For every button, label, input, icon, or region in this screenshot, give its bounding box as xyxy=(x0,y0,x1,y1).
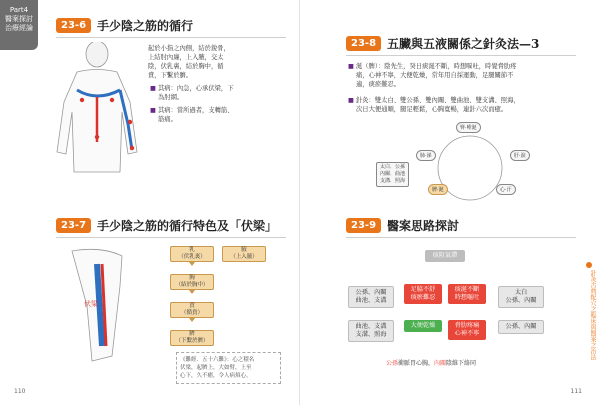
section-badge: 23-6 xyxy=(56,18,91,33)
part-tab xyxy=(0,0,38,50)
cycle-node-kidney: 腎·唾涎 xyxy=(456,122,481,133)
think-center-3: 大便乾燥 xyxy=(404,320,442,332)
section-badge: 23-8 xyxy=(346,36,381,51)
page-number: 111 xyxy=(570,388,582,395)
section-divider xyxy=(56,37,286,38)
section-title: 五臟與五液關係之針灸法—3 xyxy=(387,36,540,51)
arm-figure xyxy=(62,246,152,366)
think-left-1: 公孫、內關 曲池、支溝 xyxy=(348,286,394,308)
right-page xyxy=(300,0,600,405)
body-figure-1 xyxy=(52,42,142,182)
bullet-text: 次日大便通順，腿足輕鬆，心胸寬暢，連針六次而癒。 xyxy=(356,106,508,113)
quote-box xyxy=(176,352,281,384)
quote-line: 《難經．五十六難》：心之積名 xyxy=(180,357,255,363)
bullet-text: 其病：內急，心承伏梁，下 xyxy=(157,85,234,92)
section-23-6-text xyxy=(148,44,288,80)
side-tab-dot xyxy=(586,262,592,268)
bullet-1: ■ 其病：內急，心承伏梁，下 為肘網。 xyxy=(150,84,280,102)
flow-box: 腋 （上入腋） xyxy=(222,246,266,262)
section-divider xyxy=(346,237,576,238)
section-23-7-head xyxy=(56,216,277,234)
section-23-9-head xyxy=(346,216,459,234)
flow-arrow xyxy=(189,318,195,322)
bullet-text: 適，痰瘀難忍。 xyxy=(356,81,401,88)
think-left-2: 曲池、支溝 支溝、照海 xyxy=(348,320,394,342)
section-divider xyxy=(56,237,286,238)
cycle-node-spleen: 脾·涎 xyxy=(428,184,448,195)
think-footer xyxy=(386,358,476,367)
section-title: 醫案思路探討 xyxy=(387,218,460,233)
think-center-1: 足脇不舒 痰瘀難忍 xyxy=(404,284,442,304)
text-line: 起於小指之內側，結於銳骨， xyxy=(148,45,230,52)
footer-point-c: 內關 xyxy=(434,360,447,367)
flow-box: 胸 （結於胸中） xyxy=(170,274,214,290)
section-title: 手少陰之筋的循行特色及「伏梁」 xyxy=(97,218,278,233)
cycle-node-lung: 肺·涕 xyxy=(416,150,436,161)
cycle-legend: 太白．公孫 內關．曲池 支溝．照海 xyxy=(376,162,409,187)
bullet-2: ■ 其病：當所過者，支轉筋、 筋痛。 xyxy=(150,106,280,124)
bullet-text: 筋痛。 xyxy=(158,116,177,123)
section-divider xyxy=(346,55,576,56)
section-23-8-head xyxy=(346,34,539,52)
section-badge: 23-7 xyxy=(56,218,91,233)
part-line2: 治療經論 xyxy=(5,24,33,32)
quote-line: 伏梁，起臍上，大如臂，上至 xyxy=(180,365,252,371)
page-number: 110 xyxy=(14,388,26,395)
footer-text-d: 陰維下絡同 xyxy=(446,360,477,367)
text-line: 陰，伏乳裏，結於胸中，循 xyxy=(148,63,224,70)
bullet-text: 其病：當所過者，支轉筋、 xyxy=(157,107,234,114)
think-right-2: 公孫、內關 xyxy=(498,320,544,334)
flow-box: 賁 （循賁） xyxy=(170,302,214,318)
text-line: 賁，下繫於臍。 xyxy=(148,72,193,79)
case-bullet-2: ■ 針灸：雙太白、雙公孫、雙內關、雙曲池、雙支溝、照海， 次日大便通順，腿足輕鬆，心胸寬暢，連針六次而癒。 xyxy=(348,96,578,114)
side-tab: 針灸古典配穴之臨床與醫案之治法 xyxy=(589,270,596,360)
section-23-6-head xyxy=(56,16,193,34)
part-label: Part4 xyxy=(9,6,29,14)
think-top: 痰阻氣滯 xyxy=(425,250,465,262)
text-line: 上結肘內廉，上入腋，交太 xyxy=(148,54,224,61)
cycle-node-heart: 心·汗 xyxy=(496,184,516,195)
part-line1: 醫案探討 xyxy=(5,15,33,23)
bullet-text: 針灸：雙太白、雙公孫、雙內關、雙曲池、雙支溝、照海， xyxy=(355,97,520,104)
think-right-1: 太白 公孫、內關 xyxy=(498,286,544,308)
bullet-text: 為肘網。 xyxy=(158,94,184,101)
bullet-text: 涎（脾）：陰先生，癸日痰涎不斷，時想嘔吐，時覺脅肋疼 xyxy=(355,63,517,70)
fig-label: 伏梁 xyxy=(84,300,98,308)
section-title: 手少陰之筋的循行 xyxy=(97,18,194,33)
footer-text-b: 衝脈胃心胸， xyxy=(398,360,435,367)
case-bullet-1: ■ 涎（脾）：陰先生，癸日痰涎不斷，時想嘔吐，時覺脅肋疼 痛，心神不寧，大便乾燥，常年用自採運動，足腿關節不 適，痰瘀難忍。 xyxy=(348,62,578,89)
footer-point-a: 公孫 xyxy=(386,360,399,367)
flow-box: 乳 （伏乳裏） xyxy=(170,246,214,262)
bullet-text: 痛，心神不寧，大便乾燥，常年用自採運動，足腿關節不 xyxy=(356,72,514,79)
flow-box: 臍 （下繫於臍） xyxy=(170,330,214,346)
flow-arrow xyxy=(189,290,195,294)
think-center-2: 痰涎不斷 時想嘔吐 xyxy=(448,284,486,304)
cycle-node-liver: 肝·淚 xyxy=(510,150,530,161)
section-badge: 23-9 xyxy=(346,218,381,233)
flow-arrow xyxy=(189,262,195,266)
quote-line: 心下，久不癒，令人病煩心。 xyxy=(180,373,252,379)
think-center-4: 脅肋疼痛 心神不寧 xyxy=(448,320,486,340)
